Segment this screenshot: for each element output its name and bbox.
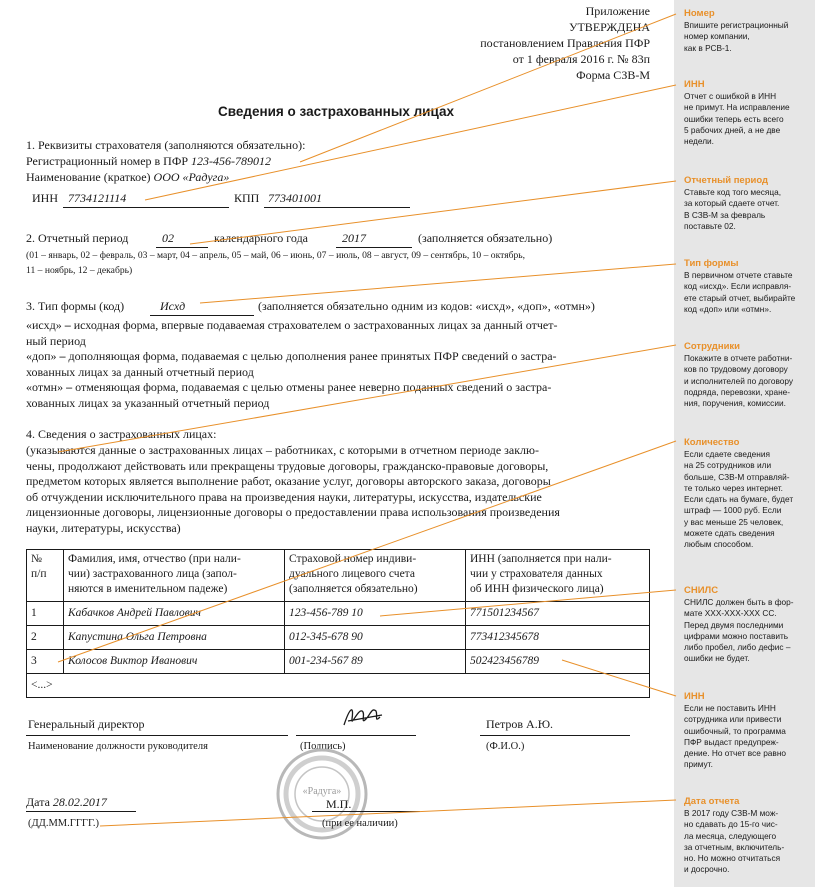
position-underline — [26, 735, 288, 736]
date-caption: (ДД.ММ.ГГГГ.) — [28, 818, 99, 829]
form-type-value[interactable]: Исхд — [160, 299, 186, 313]
period-codes-line2: 11 – ноябрь, 12 – декабрь) — [26, 265, 133, 276]
note-employees: Сотрудники Покажите в отчете работни- ков по трудовому договору и исполнителей по договору подряда, перевозки, хране- ния, поручения, комиссии. — [684, 341, 794, 409]
director-fio[interactable]: Петров А.Ю. — [486, 717, 554, 731]
row-inn[interactable]: 773412345678 — [466, 626, 650, 650]
code-otmn-line — [26, 380, 656, 396]
row-number: 2 — [27, 626, 64, 650]
table-ellipsis-row — [27, 674, 650, 698]
form-type-codes — [26, 318, 656, 411]
inn-underline — [63, 207, 229, 208]
col-snils-header: Страховой номер индиви- дуального лицевого счета (заполняется обязательно) — [285, 550, 466, 602]
year-value[interactable]: 2017 — [342, 231, 366, 245]
code-dop: «доп» — [26, 349, 57, 363]
insured-persons-table — [26, 549, 650, 698]
code-ishd-desc: исходная форма, впервые подаваемая страхователем о застрахованных лицах за данный отчет- — [73, 318, 558, 332]
section4-line: чены, продолжают действовать или прекращены трудовые договоры, гражданско-правовые договоры, — [26, 458, 549, 473]
code-otmn-desc: отменяющая форма, подаваемая с целью отмены ранее неверно поданных сведений о застра- — [75, 380, 552, 394]
director-position[interactable]: Генеральный директор — [28, 717, 145, 731]
mp-underline — [312, 811, 420, 812]
form-type-underline — [150, 315, 254, 316]
note-count: Количество Если сдаете сведения на 25 сотрудников или больше, СЗВ-М отправляй- те только через интернет. Если сдать на бумаге, будет штраф — 1000 руб. Если у вас меньше 25 человек, можете сдать сведения любым способом. — [684, 437, 794, 550]
header-appendix: Приложение — [585, 4, 650, 18]
code-ishd-line — [26, 318, 656, 334]
signature-caption: (Подпись) — [300, 741, 346, 752]
table-header-row — [27, 550, 650, 602]
period-underline — [156, 247, 208, 248]
org-name-value[interactable]: ООО «Радуга» — [153, 170, 230, 184]
reg-number-value[interactable]: 123-456-789012 — [191, 154, 271, 168]
signature-underline — [296, 735, 416, 736]
date-label: Дата — [26, 795, 50, 809]
org-name-label: Наименование (краткое) — [26, 170, 151, 184]
section4-description — [26, 443, 656, 536]
signature-scribble — [340, 703, 386, 731]
form-type-label: 3. Тип формы (код) — [26, 299, 125, 313]
table-row — [27, 602, 650, 626]
note-report-date: Дата отчета В 2017 году СЗВ-М мож- но сдавать до 15-го чис- ла месяца, следующего за отчетным, включитель- но. Но можно отчитаться и досрочно. — [684, 796, 785, 875]
code-otmn-dash: – — [66, 380, 73, 394]
page-title: Сведения о застрахованных лицах — [218, 104, 454, 119]
row-inn[interactable]: 502423456789 — [466, 650, 650, 674]
row-snils[interactable]: 012-345-678 90 — [285, 626, 466, 650]
row-fio[interactable]: Кабачков Андрей Павлович — [64, 602, 285, 626]
year-underline — [336, 247, 412, 248]
section4-line: (указываются данные о застрахованных лицах – работниках, с которыми в отчетном периоде заклю- — [26, 443, 539, 457]
col-number-header: № п/п — [27, 550, 64, 602]
form-type-required-note: (заполняется обязательно одним из кодов: «исхд», «доп», «отмн») — [258, 299, 595, 313]
row-number: 3 — [27, 650, 64, 674]
fio-underline — [480, 735, 630, 736]
period-label: 2. Отчетный период — [26, 231, 129, 245]
kpp-underline — [264, 207, 410, 208]
header-approved: УТВЕРЖДЕНА — [568, 20, 650, 34]
row-inn[interactable]: 771501234567 — [466, 602, 650, 626]
table-row — [27, 650, 650, 674]
table-ellipsis: <...> — [27, 674, 650, 698]
code-otmn-desc-cont: хованных лицах за указанный отчетный период — [26, 395, 270, 410]
code-ishd-desc-cont: ный период — [26, 333, 86, 348]
note-inn: ИНН Отчет с ошибкой в ИНН не примут. На исправление ошибки теперь есть всего 5 рабочих дней, а не две недели. — [684, 79, 790, 147]
fio-caption: (Ф.И.О.) — [486, 741, 525, 752]
kpp-label: КПП — [234, 191, 260, 205]
date-underline — [26, 811, 136, 812]
org-name-row — [26, 170, 229, 185]
section4-line: науки, литературы, искусства) — [26, 520, 181, 535]
header-form-name: Форма СЗВ-М — [576, 68, 650, 82]
period-codes-line1: (01 – январь, 02 – февраль, 03 – март, 04 – апрель, 05 – май, 06 – июнь, 07 – июль, 08 – август, 09 – сентябрь, 10 – октябрь, — [26, 250, 526, 261]
code-dop-dash: – — [59, 349, 66, 363]
stamp-text: «Радуга» — [302, 786, 342, 797]
row-snils[interactable]: 123-456-789 10 — [285, 602, 466, 626]
note-snils: СНИЛС СНИЛС должен быть в фор- мате XXX-XXX-XXX CC. Перед двумя последними цифрами можно поставить либо пробел, либо дефис – ошибки не будет. — [684, 585, 794, 664]
col-fio-header: Фамилия, имя, отчество (при нали- чии) застрахованного лица (запол- няются в именительном падеже) — [64, 550, 285, 602]
reg-number-label: Регистрационный номер в ПФР — [26, 154, 188, 168]
code-ishd-dash: – — [64, 318, 71, 332]
section1-heading: 1. Реквизиты страхователя (заполняются обязательно): — [26, 138, 306, 152]
code-ishd: «исхд» — [26, 318, 62, 332]
mp-label: М.П. — [326, 797, 352, 811]
code-dop-desc: дополняющая форма, подаваемая с целью дополнения ранее принятых ПФР сведений о застра- — [68, 349, 557, 363]
section4-line: предметом которых является выполнение работ, оказание услуг, договоры авторского заказа, договоры — [26, 474, 551, 488]
row-snils[interactable]: 001-234-567 89 — [285, 650, 466, 674]
note-period: Отчетный период Ставьте код того месяца, за который сдаете отчет. В СЗВ-М за февраль поставьте 02. — [684, 175, 782, 231]
row-fio[interactable]: Капустина Ольга Петровна — [64, 626, 285, 650]
code-dop-line — [26, 349, 656, 365]
row-fio[interactable]: Колосов Виктор Иванович — [64, 650, 285, 674]
note-number: Номер Впишите регистрационный номер компании, как в РСВ-1. — [684, 8, 789, 53]
date-row — [26, 795, 107, 810]
note-form-type: Тип формы В первичном отчете ставьте код «исхд». Если исправля- ете старый отчет, выбирайте код «доп» или «отмн». — [684, 258, 796, 314]
section4-heading: 4. Сведения о застрахованных лицах: — [26, 427, 217, 441]
code-otmn: «отмн» — [26, 380, 64, 394]
col-inn-header: ИНН (заполняется при нали- чии у страхователя данных об ИНН физического лица) — [466, 550, 650, 602]
date-value[interactable]: 28.02.2017 — [52, 795, 107, 809]
position-caption: Наименование должности руководителя — [28, 741, 208, 752]
period-value[interactable]: 02 — [162, 231, 174, 245]
mp-caption: (при ее наличии) — [322, 818, 398, 829]
section4-line: лицензионные договоры, лицензионные договоры о предоставлении права использования произведения — [26, 505, 560, 519]
code-dop-desc-cont: хованных лицах за данный отчетный период — [26, 364, 254, 379]
row-number: 1 — [27, 602, 64, 626]
header-date: от 1 февраля 2016 г. № 83п — [512, 52, 650, 66]
inn-value[interactable]: 7734121114 — [68, 191, 127, 205]
period-required-note: (заполняется обязательно) — [418, 231, 553, 245]
header-decree: постановлением Правления ПФР — [480, 36, 650, 50]
section4-line: об отчуждении исключительного права на произведения науки, литературы, искусства, издательские — [26, 489, 542, 504]
reg-number-row — [26, 154, 271, 169]
year-label: календарного года — [214, 231, 309, 245]
kpp-value[interactable]: 773401001 — [268, 191, 322, 205]
table-row — [27, 626, 650, 650]
inn-label: ИНН — [32, 191, 58, 205]
note-inn-employee: ИНН Если не поставить ИНН сотрудника или привести ошибочный, то программа ПФР выдаст предупреж- дение. Но отчет все равно примут. — [684, 691, 787, 770]
